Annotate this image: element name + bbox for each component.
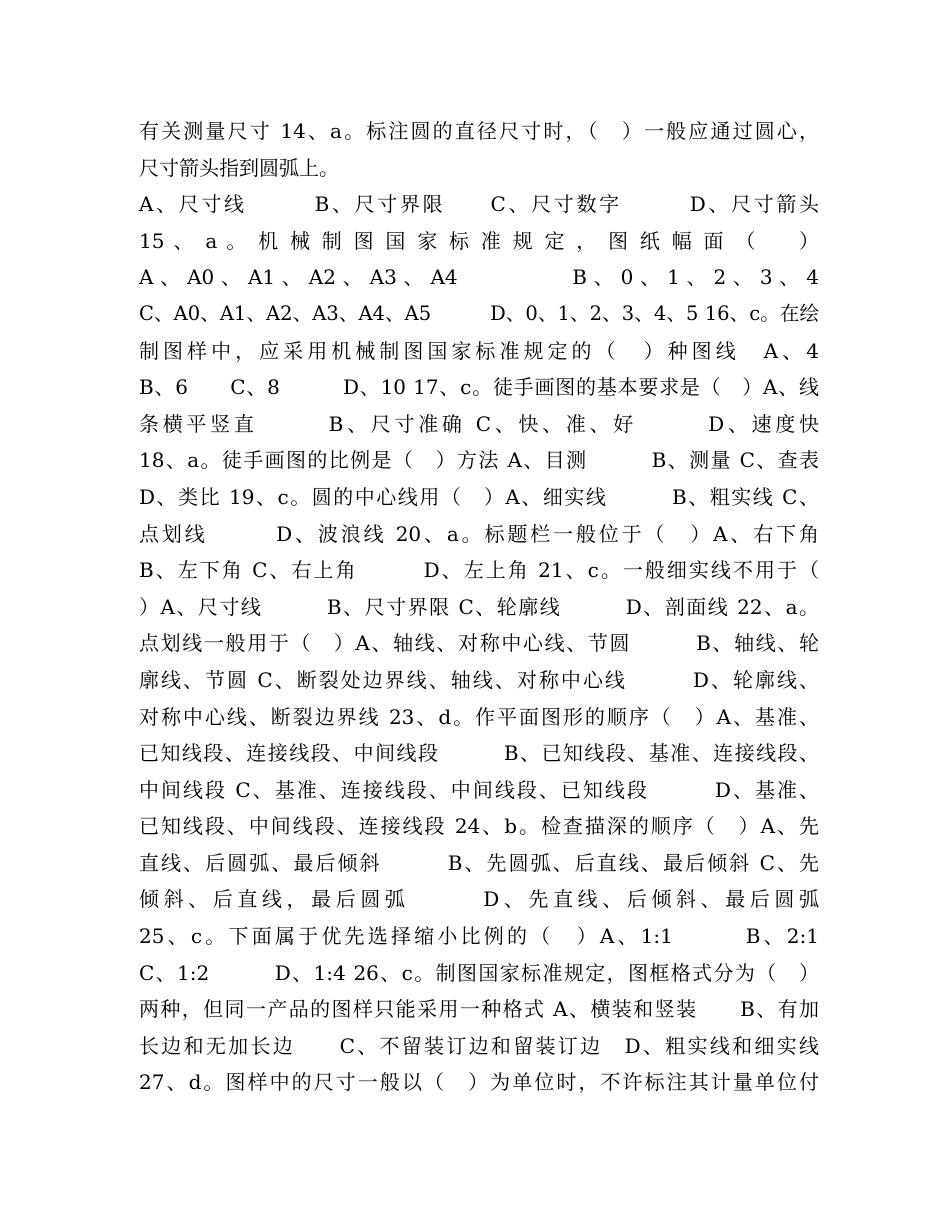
text-line: 25、c。下面属于优先选择缩小比例的（ ）A、1:1 B、2:1: [139, 924, 819, 949]
text-line: C、1:2 D、1:4 26、c。制图国家标准规定，图框格式分为（ ）: [139, 960, 819, 985]
text-line: 27、d。图样中的尺寸一般以（ ）为单位时，不许标注其计量单位付: [139, 1070, 819, 1095]
text-line: 已知线段、中间线段、连接线段 24、b。检查描深的顺序（ ）A、先: [139, 814, 819, 839]
text-line: 尺寸箭头指到圆弧上。: [139, 155, 339, 180]
text-line: B、6 C、8 D、10 17、c。徒手画图的基本要求是（ ）A、线: [139, 375, 819, 400]
text-line: 点划线 D、波浪线 20、a。标题栏一般位于（ ）A、右下角: [139, 521, 819, 546]
text-line: 15 、 a 。 机 械 制 图 国 家 标 准 规 定 ， 图 纸 幅 面 （ ）: [139, 228, 819, 253]
text-line: 对称中心线、断裂边界线 23、d。作平面图形的顺序（ ）A、基准、: [139, 704, 819, 729]
text-line: 倾斜、后直线，最后圆弧 D、先直线、后倾斜、最后圆弧: [139, 887, 819, 912]
text-line: 点划线一般用于（ ）A、轴线、对称中心线、节圆 B、轴线、轮: [139, 631, 819, 656]
text-line: 已知线段、连接线段、中间线段 B、已知线段、基准、连接线段、: [139, 741, 819, 766]
text-line: C、A0、A1、A2、A3、A4、A5 D、0、1、2、3、4、5 16、c。在绘: [139, 301, 819, 325]
text-line: A 、 A0 、 A1 、 A2 、 A3 、 A4 B 、 0 、 1 、 2 、 3 、 4: [139, 265, 819, 290]
text-line: 直线、后圆弧、最后倾斜 B、先圆弧、后直线、最后倾斜 C、先: [139, 850, 819, 875]
text-line: 长边和无加长边 C、不留装订边和留装订边 D、粗实线和细实线: [139, 1033, 819, 1058]
text-line: ）A、尺寸线 B、尺寸界限 C、轮廓线 D、剖面线 22、a。: [139, 594, 819, 619]
text-line: 18、a。徒手画图的比例是（ ）方法 A、目测 B、测量 C、查表: [139, 448, 819, 473]
text-line: A、尺寸线 B、尺寸界限 C、尺寸数字 D、尺寸箭头: [139, 192, 819, 217]
text-line: B、左下角 C、右上角 D、左上角 21、c。一般细实线不用于（: [139, 558, 819, 583]
text-line: D、类比 19、c。圆的中心线用（ ）A、细实线 B、粗实线 C、: [139, 484, 819, 509]
text-line: 有关测量尺寸 14、a。标注圆的直径尺寸时，（ ）一般应通过圆心，: [139, 119, 819, 143]
text-line: 两种，但同一产品的图样只能采用一种格式 A、横装和竖装 B、有加: [139, 997, 819, 1022]
text-line: 制图样中，应采用机械制图国家标准规定的（ ）种图线 A、4: [139, 338, 819, 363]
text-line: 中间线段 C、基准、连接线段、中间线段、已知线段 D、基准、: [139, 777, 819, 802]
text-line: 条横平竖直 B、尺寸准确 C、快、准、好 D、速度快: [139, 411, 819, 436]
text-line: 廓线、节圆 C、断裂处边界线、轴线、对称中心线 D、轮廓线、: [139, 667, 819, 692]
document-body: [139, 113, 819, 1101]
